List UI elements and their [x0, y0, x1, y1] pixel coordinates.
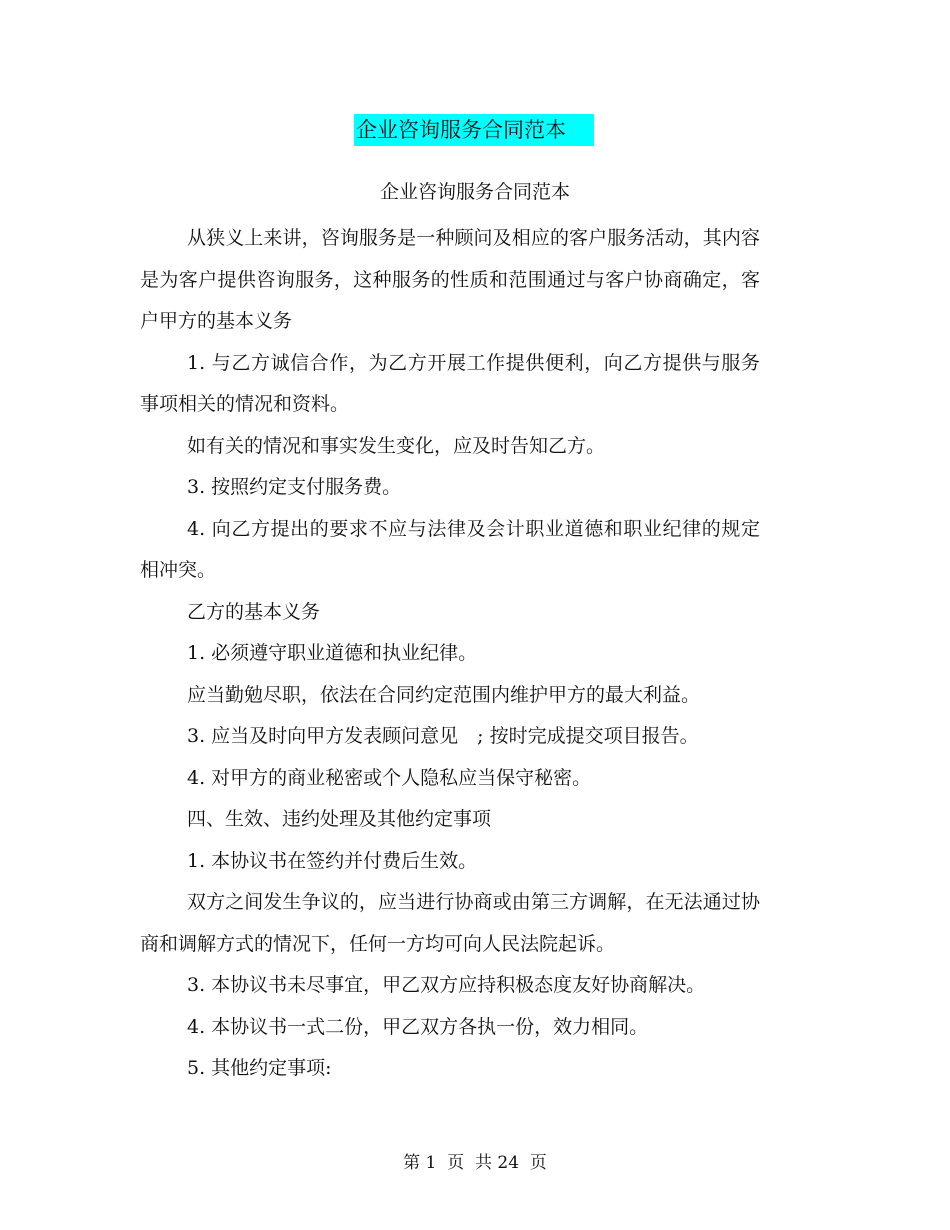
title-block: [0, 114, 950, 146]
paragraph: 4. 对甲方的商业秘密或个人隐私应当保守秘密。: [187, 766, 592, 789]
paragraph: 应当勤勉尽职，依法在合同约定范围内维护甲方的最大利益。: [187, 683, 701, 706]
paragraph: 双方之间发生争议的，应当进行协商或由第三方调解，在无法通过协商和调解方式的情况下，任何一方均可向人民法院起诉。: [140, 891, 760, 955]
paragraph: 3. 按照约定支付服务费。: [187, 476, 402, 498]
paragraph: 5. 其他约定事项:: [187, 1057, 332, 1079]
subtitle: 企业咨询服务合同范本: [379, 181, 570, 203]
paragraph: 4. 向乙方提出的要求不应与法律及会计职业道德和职业纪律的规定相冲突。: [140, 517, 760, 581]
paragraph: 乙方的基本义务: [187, 600, 321, 623]
paragraph: 3. 应当及时向甲方发表顾问意见 ; 按时完成提交项目报告。: [187, 725, 699, 747]
paragraph: 1. 必须遵守职业道德和执业纪律。: [187, 642, 478, 664]
paragraph: 四、生效、违约处理及其他约定事项: [187, 808, 492, 830]
highlighted-title: 企业咨询服务合同范本: [354, 114, 594, 146]
paragraph: 从狭义上来讲，咨询服务是一种顾问及相应的客户服务活动，其内容是为客户提供咨询服务，这种服务的性质和范围通过与客户协商确定，客户甲方的基本义务: [140, 227, 760, 332]
paragraph: 1. 本协议书在签约并付费后生效。: [187, 849, 478, 872]
page-footer: 第 1 页 共 24 页: [403, 1153, 547, 1173]
paragraph: 如有关的情况和事实发生变化，应及时告知乙方。: [187, 434, 606, 457]
body-text: [140, 218, 760, 1090]
paragraph: 1. 与乙方诚信合作，为乙方开展工作提供便利，向乙方提供与服务事项相关的情况和资料。: [140, 351, 760, 415]
paragraph: 3. 本协议书未尽事宜，甲乙双方应持积极态度友好协商解决。: [187, 974, 706, 996]
paragraph: 4. 本协议书一式二份，甲乙双方各执一份，效力相同。: [187, 1015, 649, 1038]
